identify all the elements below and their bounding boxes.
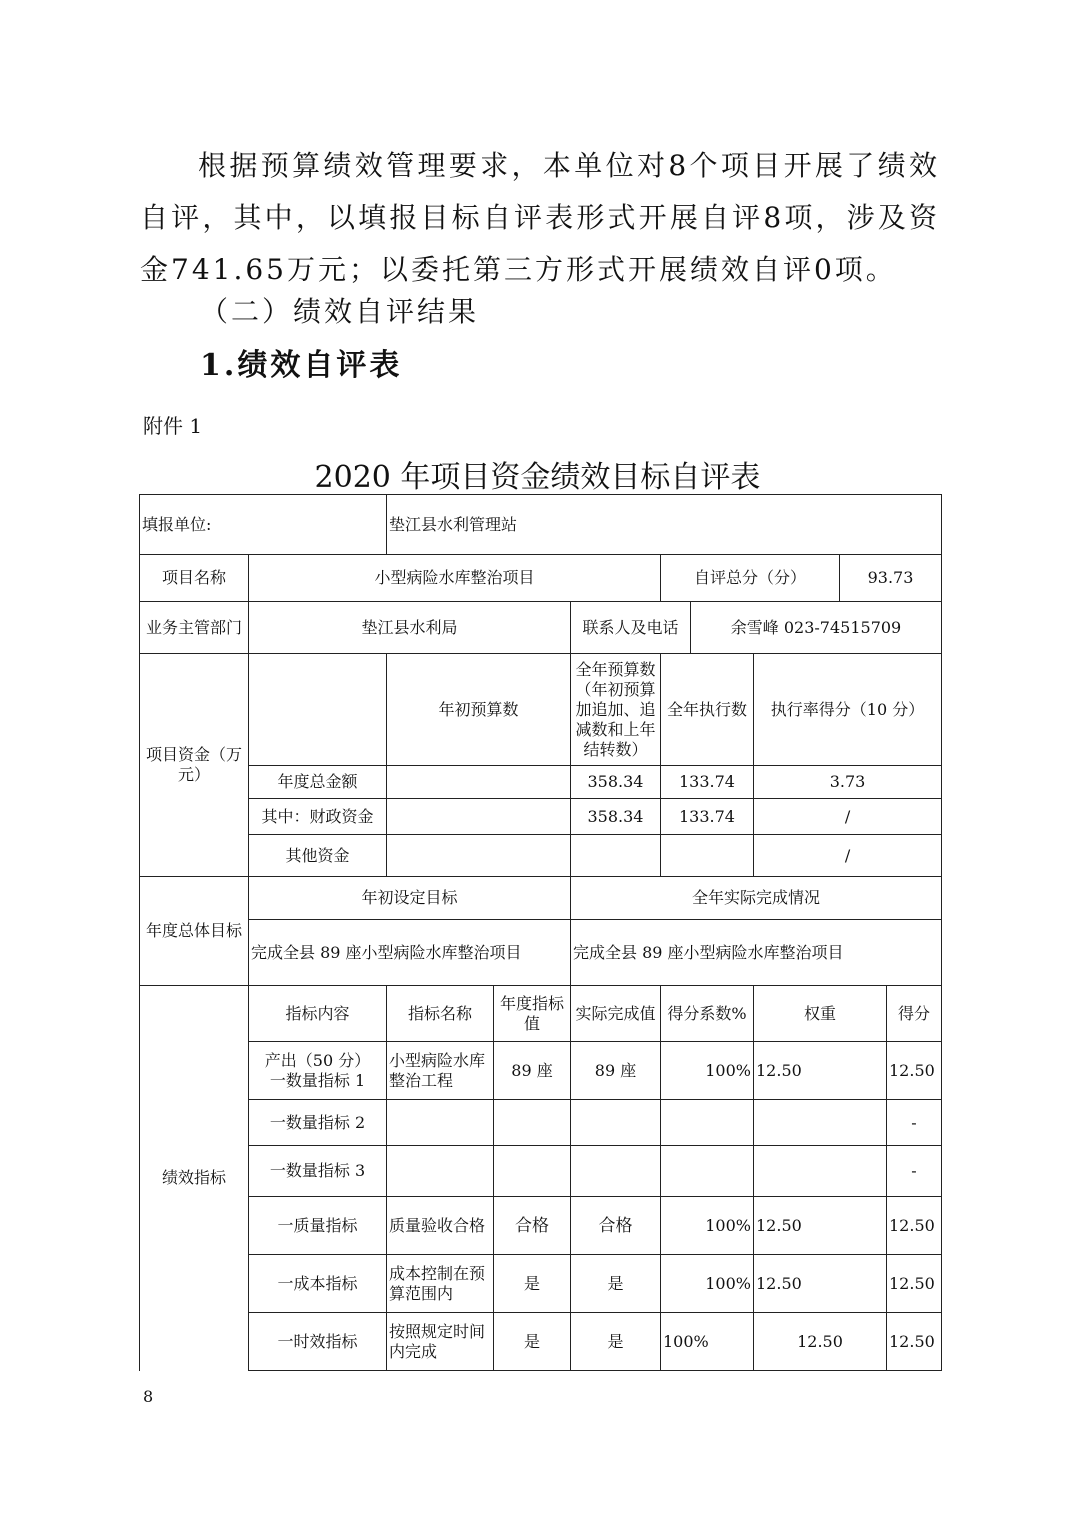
project-name-label: 项目名称	[140, 555, 249, 602]
perf-actual: 89 座	[571, 1042, 661, 1100]
perf-actual	[571, 1146, 661, 1197]
goal-actual-header: 全年实际完成情况	[571, 877, 942, 920]
perf-target: 是	[494, 1255, 571, 1313]
table-row	[140, 1100, 942, 1146]
funds-row-full	[571, 835, 661, 877]
perf-target	[494, 1100, 571, 1146]
goal-set-value: 完成全县 89 座小型病险水库整治项目	[249, 920, 571, 986]
subsection-heading: 1.绩效自评表	[200, 348, 403, 383]
funds-header-empty	[249, 654, 387, 766]
perf-name	[387, 1146, 494, 1197]
perf-score: 12.50	[887, 1042, 942, 1100]
dept-label: 业务主管部门	[140, 602, 249, 654]
execution-header: 全年执行数	[661, 654, 754, 766]
perf-weight: 12.50	[754, 1197, 887, 1255]
perf-coef	[661, 1100, 754, 1146]
contact-value: 余雪峰 023-74515709	[691, 602, 942, 654]
perf-score: 12.50	[887, 1255, 942, 1313]
perf-header: 权重	[754, 986, 887, 1042]
perf-weight	[754, 1100, 887, 1146]
perf-actual: 是	[571, 1313, 661, 1371]
perf-header: 得分	[887, 986, 942, 1042]
self-score-label: 自评总分（分）	[661, 555, 840, 602]
table-row	[140, 1313, 942, 1371]
perf-target: 合格	[494, 1197, 571, 1255]
fill-unit-value: 垫江县水利管理站	[387, 495, 942, 555]
perf-weight: 12.50	[754, 1313, 887, 1371]
perf-coef	[661, 1146, 754, 1197]
attachment-label: 附件 1	[143, 414, 203, 438]
perf-content: 一质量指标	[249, 1197, 387, 1255]
goal-actual-value: 完成全县 89 座小型病险水库整治项目	[571, 920, 942, 986]
exec-rate-score-header: 执行率得分（10 分）	[754, 654, 942, 766]
perf-score: -	[887, 1146, 942, 1197]
perf-actual	[571, 1100, 661, 1146]
funds-row-score: /	[754, 835, 942, 877]
intro-paragraph: 根据预算绩效管理要求，本单位对8个项目开展了绩效自评，其中，以填报目标自评表形式开展自评8项，涉及资金741.65万元；以委托第三方形式开展绩效自评0项。	[140, 149, 940, 286]
funds-row-score: 3.73	[754, 766, 942, 799]
funds-row-label: 年度总金额	[249, 766, 387, 799]
perf-content: 一时效指标	[249, 1313, 387, 1371]
table-row	[140, 1255, 942, 1313]
funds-label: 项目资金（万元）	[140, 654, 249, 877]
perf-content: 产出（50 分） 一数量指标 1	[249, 1042, 387, 1100]
table-row	[140, 1146, 942, 1197]
initial-budget-header: 年初预算数	[387, 654, 571, 766]
perf-weight: 12.50	[754, 1042, 887, 1100]
goal-set-header: 年初设定目标	[249, 877, 571, 920]
perf-coef: 100%	[661, 1042, 754, 1100]
perf-actual: 是	[571, 1255, 661, 1313]
perf-actual: 合格	[571, 1197, 661, 1255]
perf-score: 12.50	[887, 1197, 942, 1255]
perf-header: 得分系数%	[661, 986, 754, 1042]
perf-score: 12.50	[887, 1313, 942, 1371]
funds-row-exec	[661, 835, 754, 877]
perf-target: 是	[494, 1313, 571, 1371]
full-year-budget-header: 全年预算数（年初预算加追加、追减数和上年结转数）	[571, 654, 661, 766]
table-row	[140, 1042, 942, 1100]
perf-header: 指标名称	[387, 986, 494, 1042]
perf-header: 实际完成值	[571, 986, 661, 1042]
funds-row-initial	[387, 766, 571, 799]
fill-unit-label: 填报单位:	[140, 495, 387, 555]
page-number: 8	[143, 1387, 154, 1406]
table-row	[140, 1197, 942, 1255]
funds-row-label: 其他资金	[249, 835, 387, 877]
perf-label: 绩效指标	[140, 986, 249, 1371]
section-heading: （二）绩效自评结果	[200, 295, 480, 328]
funds-row-initial	[387, 799, 571, 835]
goal-label: 年度总体目标	[140, 877, 249, 986]
perf-name: 小型病险水库整治工程	[387, 1042, 494, 1100]
funds-row-exec: 133.74	[661, 799, 754, 835]
contact-label: 联系人及电话	[571, 602, 691, 654]
perf-name	[387, 1100, 494, 1146]
table-title: 2020 年项目资金绩效目标自评表	[314, 460, 761, 495]
project-name-value: 小型病险水库整治项目	[249, 555, 661, 602]
perf-content: 一成本指标	[249, 1255, 387, 1313]
perf-coef: 100%	[661, 1313, 754, 1371]
perf-weight: 12.50	[754, 1255, 887, 1313]
funds-row-exec: 133.74	[661, 766, 754, 799]
perf-content: 一数量指标 3	[249, 1146, 387, 1197]
perf-score: -	[887, 1100, 942, 1146]
perf-header: 指标内容	[249, 986, 387, 1042]
perf-header: 年度指标值	[494, 986, 571, 1042]
dept-value: 垫江县水利局	[249, 602, 571, 654]
perf-name: 成本控制在预算范围内	[387, 1255, 494, 1313]
self-evaluation-table	[139, 494, 942, 1371]
perf-weight	[754, 1146, 887, 1197]
funds-row-full: 358.34	[571, 766, 661, 799]
perf-target: 89 座	[494, 1042, 571, 1100]
perf-coef: 100%	[661, 1197, 754, 1255]
perf-target	[494, 1146, 571, 1197]
funds-row-initial	[387, 835, 571, 877]
perf-name: 质量验收合格	[387, 1197, 494, 1255]
perf-coef: 100%	[661, 1255, 754, 1313]
funds-row-label: 其中：财政资金	[249, 799, 387, 835]
self-score-value: 93.73	[840, 555, 942, 602]
funds-row-full: 358.34	[571, 799, 661, 835]
funds-row-score: /	[754, 799, 942, 835]
perf-name: 按照规定时间内完成	[387, 1313, 494, 1371]
perf-content: 一数量指标 2	[249, 1100, 387, 1146]
